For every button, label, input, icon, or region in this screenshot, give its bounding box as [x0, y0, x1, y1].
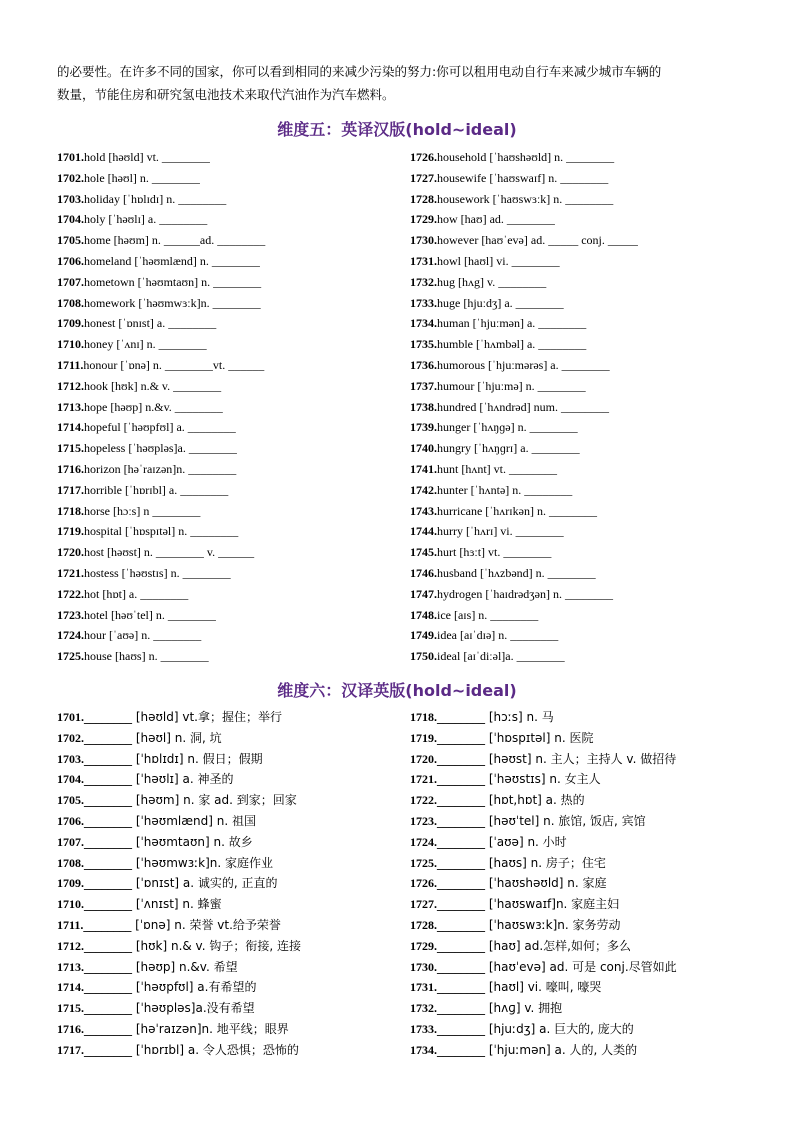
item-text: ________ [həʊl] n. 洞, 坑 — [84, 730, 222, 745]
vocab-item — [410, 998, 770, 1019]
item-number: 1720. — [410, 751, 437, 766]
vocab-item — [410, 480, 770, 501]
vocab-item — [410, 977, 770, 998]
vocab-item — [57, 998, 417, 1019]
item-text: humble [ˈhʌmbəl] a. ________ — [437, 337, 587, 352]
item-text: ________ [ˈhjuːmən] a. 人的, 人类的 — [437, 1042, 638, 1057]
vocab-item — [410, 272, 770, 293]
item-text: ________ [hʊk] n.& v. 钩子；衔接, 连接 — [84, 938, 301, 953]
item-number: 1704. — [57, 212, 84, 227]
item-text: ________ [haʊl] vi. 嚎叫, 嚎哭 — [437, 980, 602, 995]
vocab-item — [57, 480, 417, 501]
vocab-item — [410, 749, 770, 770]
item-number: 1717. — [57, 1042, 84, 1057]
item-number: 1722. — [57, 586, 84, 601]
vocab-item — [57, 811, 417, 832]
item-text: humorous [ˈhjuːmərəs] a. ________ — [437, 357, 610, 372]
item-number: 1705. — [57, 233, 84, 248]
vocab-item — [410, 769, 770, 790]
item-number: 1732. — [410, 274, 437, 289]
vocab-item — [57, 1019, 417, 1040]
item-number: 1727. — [410, 897, 437, 912]
item-number: 1718. — [57, 503, 84, 518]
item-text: horizon [həˈraɪzən]n. ________ — [84, 461, 237, 476]
vocab-item — [410, 563, 770, 584]
item-text: ________ [hɔːs] n. 马 — [437, 710, 554, 724]
item-number: 1705. — [57, 793, 84, 808]
item-text: honour [ˈɒnə] n. ________vt. ______ — [83, 357, 265, 372]
vocab-item — [410, 894, 770, 915]
item-number: 1725. — [410, 855, 437, 870]
item-number: 1729. — [410, 212, 437, 227]
vocab-item — [57, 832, 417, 853]
item-number: 1719. — [410, 730, 437, 745]
vocab-item — [410, 936, 770, 957]
item-text: idea [aɪˈdɪə] n. ________ — [437, 628, 559, 643]
item-number: 1723. — [57, 607, 84, 622]
vocab-item — [57, 293, 417, 314]
item-number: 1718. — [410, 710, 437, 724]
item-text: ________ [həʊˈtel] n. 旅馆, 饭店, 宾馆 — [437, 813, 646, 828]
vocab-item — [57, 873, 417, 894]
vocab-item — [57, 397, 417, 418]
item-text: ________ [ˈhəʊmlænd] n. 祖国 — [84, 813, 256, 828]
item-text: hot [hɒt] a. ________ — [84, 586, 189, 601]
item-number: 1702. — [57, 730, 84, 745]
section5-right-column — [410, 147, 770, 667]
item-number: 1701. — [57, 710, 84, 724]
vocab-item — [57, 749, 417, 770]
item-number: 1742. — [410, 482, 437, 497]
item-number: 1740. — [410, 441, 437, 456]
item-text: ________ [hɒt,hɒt] a. 热的 — [437, 793, 585, 808]
vocab-item — [57, 438, 417, 459]
item-number: 1709. — [57, 316, 84, 331]
item-number: 1711. — [57, 357, 84, 372]
item-text: how [haʊ] ad. ________ — [437, 212, 555, 227]
item-text: hurry [ˈhʌrɪ] vi. ________ — [437, 524, 564, 539]
item-text: ________ [həˈraɪzən]n. 地平线；眼界 — [84, 1021, 289, 1036]
vocab-item — [57, 230, 417, 251]
item-number: 1724. — [410, 834, 437, 849]
item-number: 1714. — [57, 420, 84, 435]
item-text: hold [həʊld] vt. ________ — [84, 150, 210, 164]
vocab-item — [57, 853, 417, 874]
item-text: homework [ˈhəʊmwɜːk]n. ________ — [84, 295, 261, 310]
item-text: honey [ˈʌnɪ] n. ________ — [84, 337, 207, 352]
vocab-item — [410, 605, 770, 626]
vocab-item — [57, 707, 417, 728]
item-number: 1738. — [410, 399, 437, 414]
vocab-item — [410, 313, 770, 334]
item-number: 1717. — [57, 482, 84, 497]
item-text: hurricane [ˈhʌrɪkən] n. ________ — [437, 503, 597, 518]
vocab-item — [57, 209, 417, 230]
vocab-item — [410, 397, 770, 418]
item-number: 1745. — [410, 545, 437, 560]
item-text: hunt [hʌnt] vt. ________ — [437, 461, 557, 476]
item-text: ________ [ˈhəʊpləs]a.没有希望 — [84, 1001, 255, 1016]
item-text: ________ [ˈʌnɪst] n. 蜂蜜 — [84, 897, 222, 912]
vocab-item — [410, 542, 770, 563]
item-text: hopeless [ˈhəʊpləs]a. ________ — [84, 441, 237, 456]
vocab-item — [410, 209, 770, 230]
item-number: 1730. — [410, 959, 437, 974]
item-number: 1720. — [57, 545, 84, 560]
item-text: hydrogen [ˈhaɪdrədʒən] n. ________ — [437, 586, 613, 601]
vocab-item — [410, 728, 770, 749]
item-text: hotel [həʊˈtel] n. ________ — [84, 607, 216, 622]
item-number: 1737. — [410, 378, 437, 393]
intro-paragraph — [57, 60, 747, 106]
vocab-item — [57, 272, 417, 293]
item-text: ________ [ˈhaʊswɜːk]n. 家务劳动 — [437, 917, 621, 932]
item-number: 1716. — [57, 1021, 84, 1036]
vocab-item — [410, 334, 770, 355]
item-text: ideal [aɪˈdiːəl]a. ________ — [437, 649, 565, 664]
item-text: holy [ˈhəʊlɪ] a. ________ — [84, 212, 208, 227]
vocab-item — [410, 251, 770, 272]
section6-left-column — [57, 707, 417, 1061]
item-number: 1730. — [410, 233, 437, 248]
item-text: ________ [haʊs] n. 房子；住宅 — [437, 855, 606, 870]
item-text: ________ [ˈhaʊswaɪf]n. 家庭主妇 — [437, 897, 620, 912]
item-number: 1733. — [410, 295, 437, 310]
item-text: hundred [ˈhʌndrəd] num. ________ — [437, 399, 609, 414]
item-number: 1731. — [410, 980, 437, 995]
item-text: husband [ˈhʌzbənd] n. ________ — [437, 565, 596, 580]
item-text: hurt [hɜːt] vt. ________ — [437, 545, 552, 560]
vocab-item — [410, 355, 770, 376]
item-number: 1708. — [57, 855, 84, 870]
item-number: 1721. — [57, 565, 84, 580]
item-number: 1733. — [410, 1021, 437, 1036]
item-text: hungry [ˈhʌŋɡrɪ] a. ________ — [437, 441, 580, 456]
item-number: 1701. — [57, 150, 84, 164]
vocab-item — [57, 147, 417, 168]
item-text: horse [hɔːs] n ________ — [84, 503, 201, 518]
item-text: hometown [ˈhəʊmtaʊn] n. ________ — [84, 274, 262, 289]
item-text: household [ˈhaʊshəʊld] n. ________ — [437, 150, 615, 164]
vocab-item — [410, 417, 770, 438]
item-number: 1744. — [410, 524, 437, 539]
item-text: ________ [ˈhɒlɪdɪ] n. 假日；假期 — [84, 751, 263, 766]
section5-title: 维度五：英译汉版(hold~ideal) — [277, 120, 517, 139]
vocab-item — [57, 728, 417, 749]
item-text: ice [aɪs] n. ________ — [437, 607, 539, 622]
item-text: ________ [ˈhɒrɪbl] a. 令人恐惧；恐怖的 — [84, 1042, 299, 1057]
item-number: 1722. — [410, 793, 437, 808]
section6-title: 维度六：汉译英版(hold~ideal) — [277, 681, 517, 700]
vocab-item — [57, 459, 417, 480]
item-number: 1725. — [57, 649, 84, 664]
item-text: home [həʊm] n. ______ad. ________ — [84, 233, 266, 248]
vocab-item — [57, 790, 417, 811]
item-number: 1706. — [57, 253, 84, 268]
item-text: ________ [hʌɡ] v. 拥抱 — [437, 1001, 563, 1016]
vocab-item — [57, 977, 417, 998]
item-number: 1729. — [410, 938, 437, 953]
item-text: hunger [ˈhʌŋɡə] n. ________ — [437, 420, 578, 435]
item-text: ________ [hjuːdʒ] a. 巨大的, 庞大的 — [437, 1021, 634, 1036]
item-text: huge [hjuːdʒ] a. ________ — [437, 295, 564, 310]
item-number: 1750. — [410, 649, 437, 664]
item-number: 1721. — [410, 772, 437, 787]
item-number: 1723. — [410, 813, 437, 828]
vocab-item — [410, 811, 770, 832]
item-number: 1710. — [57, 337, 84, 352]
vocab-item — [57, 563, 417, 584]
item-number: 1710. — [57, 897, 84, 912]
item-number: 1711. — [57, 917, 84, 932]
vocab-item — [57, 251, 417, 272]
item-text: hope [həʊp] n.&v. ________ — [84, 399, 223, 414]
vocab-item — [410, 873, 770, 894]
item-text: ________ [ˈɒnə] n. 荣誉 vt.给予荣誉 — [83, 917, 281, 932]
item-number: 1707. — [57, 274, 84, 289]
intro-line-1: 的必要性。在许多不同的国家，你可以看到相同的来减少污染的努力:你可以租用电动自行车来减少城市车辆的 — [57, 64, 662, 79]
item-number: 1735. — [410, 337, 437, 352]
item-text: ________ [ˈaʊə] n. 小时 — [437, 834, 567, 849]
item-text: humour [ˈhjuːmə] n. ________ — [437, 378, 586, 393]
item-number: 1703. — [57, 191, 84, 206]
item-number: 1746. — [410, 565, 437, 580]
item-number: 1748. — [410, 607, 437, 622]
item-number: 1712. — [57, 938, 84, 953]
vocab-item — [410, 646, 770, 667]
item-text: ________ [həʊm] n. 家 ad. 到家；回家 — [84, 793, 297, 808]
section5-left-column — [57, 147, 417, 667]
item-number: 1715. — [57, 1001, 84, 1016]
item-number: 1731. — [410, 253, 437, 268]
vocab-item — [410, 625, 770, 646]
item-text: ________ [ˈhəʊmwɜːk]n. 家庭作业 — [84, 855, 273, 870]
item-text: ________ [ˈɒnɪst] a. 诚实的, 正直的 — [84, 876, 278, 891]
item-number: 1726. — [410, 876, 437, 891]
item-number: 1728. — [410, 917, 437, 932]
vocab-item — [410, 853, 770, 874]
item-number: 1716. — [57, 461, 84, 476]
item-number: 1719. — [57, 524, 84, 539]
item-text: however [haʊˈevə] ad. _____ conj. _____ — [437, 233, 638, 248]
item-text: honest [ˈɒnɪst] a. ________ — [84, 316, 217, 331]
item-number: 1713. — [57, 959, 84, 974]
vocab-item — [57, 1040, 417, 1061]
vocab-item — [410, 376, 770, 397]
vocab-item — [410, 459, 770, 480]
vocab-item — [57, 521, 417, 542]
intro-line-2: 数量，节能住房和研究氢电池技术来取代汽油作为汽车燃料。 — [57, 87, 395, 102]
item-text: ________ [həʊst] n. 主人；主持人 v. 做招待 — [437, 751, 677, 766]
vocab-item — [57, 542, 417, 563]
vocab-item — [57, 501, 417, 522]
vocab-item — [57, 334, 417, 355]
vocab-item — [410, 501, 770, 522]
vocab-item — [410, 168, 770, 189]
item-number: 1732. — [410, 1001, 437, 1016]
item-text: ________ [haʊ] ad.怎样,如何；多么 — [437, 938, 631, 953]
vocab-item — [410, 1019, 770, 1040]
item-number: 1743. — [410, 503, 437, 518]
vocab-item — [410, 230, 770, 251]
vocab-item — [57, 376, 417, 397]
item-text: hostess [ˈhəʊstɪs] n. ________ — [84, 565, 231, 580]
vocab-item — [57, 957, 417, 978]
item-text: hole [həʊl] n. ________ — [84, 170, 200, 185]
vocab-item — [57, 605, 417, 626]
vocab-item — [410, 957, 770, 978]
item-text: human [ˈhjuːmən] a. ________ — [437, 316, 587, 331]
item-number: 1708. — [57, 295, 84, 310]
vocab-item — [57, 936, 417, 957]
item-number: 1715. — [57, 441, 84, 456]
item-number: 1714. — [57, 980, 84, 995]
vocab-item — [410, 438, 770, 459]
vocab-item — [57, 894, 417, 915]
vocab-item — [410, 521, 770, 542]
item-number: 1724. — [57, 628, 84, 643]
item-number: 1749. — [410, 628, 437, 643]
item-text: ________ [həʊp] n.&v. 希望 — [84, 959, 238, 974]
item-number: 1703. — [57, 751, 84, 766]
vocab-item — [57, 168, 417, 189]
item-number: 1713. — [57, 399, 84, 414]
item-text: holiday [ˈhɒlɪdɪ] n. ________ — [84, 191, 227, 206]
vocab-item — [57, 417, 417, 438]
item-text: hospital [ˈhɒspɪtəl] n. ________ — [84, 524, 239, 539]
item-number: 1707. — [57, 834, 84, 849]
item-number: 1734. — [410, 316, 437, 331]
vocab-item — [410, 707, 770, 728]
vocab-item — [410, 790, 770, 811]
vocab-item — [410, 1040, 770, 1061]
section6-right-column — [410, 707, 770, 1061]
item-text: ________ [haʊˈevə] ad. 可是 conj.尽管如此 — [437, 959, 677, 974]
vocab-item — [410, 189, 770, 210]
item-text: hook [hʊk] n.& v. ________ — [84, 378, 222, 393]
vocab-item — [57, 584, 417, 605]
item-number: 1739. — [410, 420, 437, 435]
item-number: 1704. — [57, 772, 84, 787]
item-number: 1741. — [410, 461, 437, 476]
item-text: hopeful [ˈhəʊpfʊl] a. ________ — [84, 420, 236, 435]
item-text: hug [hʌg] v. ________ — [437, 274, 547, 289]
vocab-item — [410, 147, 770, 168]
item-text: horrible [ˈhɒrɪbl] a. ________ — [84, 482, 229, 497]
item-text: ________ [ˈhɒspɪtəl] n. 医院 — [437, 730, 594, 745]
item-text: ________ [ˈhaʊshəʊld] n. 家庭 — [437, 876, 607, 891]
item-number: 1712. — [57, 378, 84, 393]
item-text: hour [ˈaʊə] n. ________ — [84, 628, 202, 643]
item-text: housewife [ˈhaʊswaɪf] n. ________ — [437, 170, 609, 185]
item-text: housework [ˈhaʊswɜːk] n. ________ — [437, 191, 614, 206]
item-text: host [həʊst] n. ________ v. ______ — [84, 545, 255, 560]
item-text: ________ [ˈhəʊmtaʊn] n. 故乡 — [84, 834, 253, 849]
vocab-item — [57, 915, 417, 936]
item-text: ________ [həʊld] vt.拿；握住；举行 — [84, 710, 282, 724]
item-number: 1734. — [410, 1042, 437, 1057]
item-text: howl [haʊl] vi. ________ — [437, 253, 560, 268]
item-number: 1726. — [410, 150, 437, 164]
vocab-item — [57, 355, 417, 376]
vocab-item — [57, 189, 417, 210]
vocab-item — [410, 293, 770, 314]
item-number: 1736. — [410, 357, 437, 372]
item-number: 1706. — [57, 813, 84, 828]
vocab-item — [57, 625, 417, 646]
vocab-item — [410, 832, 770, 853]
vocab-item — [410, 584, 770, 605]
item-number: 1727. — [410, 170, 437, 185]
item-number: 1709. — [57, 876, 84, 891]
item-text: ________ [ˈhəʊstɪs] n. 女主人 — [437, 772, 601, 787]
item-text: ________ [ˈhəʊlɪ] a. 神圣的 — [84, 772, 234, 787]
item-text: homeland [ˈhəʊmlænd] n. ________ — [84, 253, 260, 268]
vocab-item — [57, 769, 417, 790]
item-number: 1702. — [57, 170, 84, 185]
vocab-item — [410, 915, 770, 936]
item-text: house [haʊs] n. ________ — [84, 649, 209, 664]
item-number: 1728. — [410, 191, 437, 206]
vocab-item — [57, 313, 417, 334]
item-number: 1747. — [410, 586, 437, 601]
item-text: hunter [ˈhʌntə] n. ________ — [437, 482, 573, 497]
vocab-item — [57, 646, 417, 667]
item-text: ________ [ˈhəʊpfʊl] a.有希望的 — [84, 980, 257, 995]
